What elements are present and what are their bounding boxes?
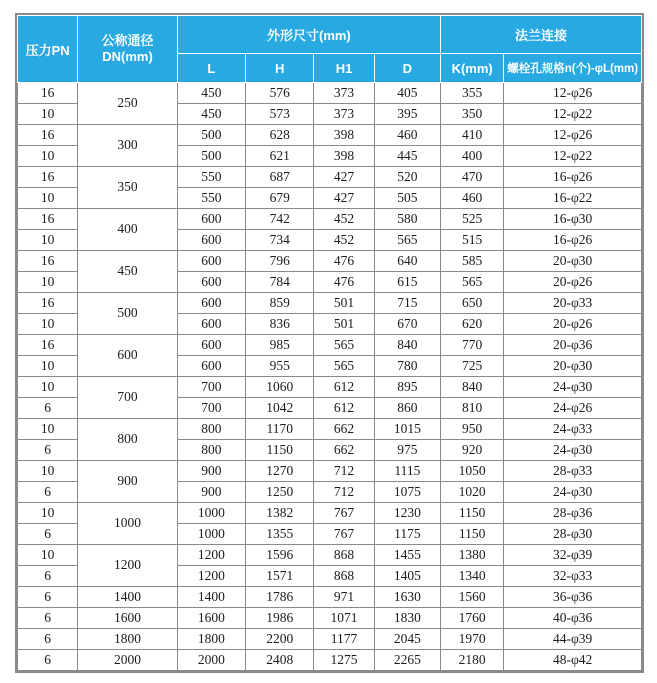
cell-dn: 1800 <box>78 629 177 650</box>
cell-pn: 10 <box>18 419 78 440</box>
cell-pn: 6 <box>18 608 78 629</box>
cell-l: 500 <box>177 146 245 167</box>
cell-pn: 10 <box>18 104 78 125</box>
cell-dn: 800 <box>78 419 177 461</box>
cell-d: 565 <box>374 230 440 251</box>
cell-l: 600 <box>177 272 245 293</box>
cell-bolt: 12-φ22 <box>504 104 642 125</box>
cell-k: 1760 <box>441 608 504 629</box>
cell-pn: 10 <box>18 188 78 209</box>
cell-h: 1596 <box>246 545 314 566</box>
cell-k: 1150 <box>441 524 504 545</box>
cell-h1: 501 <box>314 293 374 314</box>
cell-k: 2180 <box>441 650 504 671</box>
cell-d: 1830 <box>374 608 440 629</box>
header-col-l: L <box>177 54 245 83</box>
table-row <box>18 545 642 566</box>
table-row <box>18 335 642 356</box>
cell-pn: 16 <box>18 251 78 272</box>
cell-h: 621 <box>246 146 314 167</box>
cell-h1: 662 <box>314 440 374 461</box>
cell-pn: 16 <box>18 335 78 356</box>
cell-dn: 1200 <box>78 545 177 587</box>
cell-h1: 476 <box>314 272 374 293</box>
header-pressure-pn: 压力PN <box>18 16 78 83</box>
cell-d: 2045 <box>374 629 440 650</box>
table-row <box>18 587 642 608</box>
table-row <box>18 377 642 398</box>
cell-k: 350 <box>441 104 504 125</box>
header-dimensions-group: 外形尺寸(mm) <box>177 16 440 54</box>
cell-pn: 10 <box>18 314 78 335</box>
cell-d: 780 <box>374 356 440 377</box>
cell-dn: 700 <box>78 377 177 419</box>
cell-bolt: 12-φ22 <box>504 146 642 167</box>
cell-h: 734 <box>246 230 314 251</box>
cell-d: 670 <box>374 314 440 335</box>
cell-bolt: 44-φ39 <box>504 629 642 650</box>
table-row <box>18 461 642 482</box>
cell-l: 1000 <box>177 524 245 545</box>
cell-bolt: 16-φ26 <box>504 230 642 251</box>
cell-l: 450 <box>177 83 245 104</box>
cell-d: 445 <box>374 146 440 167</box>
cell-dn: 450 <box>78 251 177 293</box>
header-nominal-diameter <box>78 16 177 83</box>
cell-pn: 6 <box>18 482 78 503</box>
cell-h: 576 <box>246 83 314 104</box>
cell-h: 955 <box>246 356 314 377</box>
cell-bolt: 32-φ33 <box>504 566 642 587</box>
cell-k: 1020 <box>441 482 504 503</box>
cell-d: 1230 <box>374 503 440 524</box>
cell-h1: 662 <box>314 419 374 440</box>
cell-h: 1382 <box>246 503 314 524</box>
cell-bolt: 24-φ33 <box>504 419 642 440</box>
cell-k: 1380 <box>441 545 504 566</box>
cell-k: 650 <box>441 293 504 314</box>
cell-h1: 868 <box>314 566 374 587</box>
cell-bolt: 32-φ39 <box>504 545 642 566</box>
cell-h1: 501 <box>314 314 374 335</box>
cell-d: 395 <box>374 104 440 125</box>
cell-d: 895 <box>374 377 440 398</box>
cell-l: 700 <box>177 377 245 398</box>
cell-bolt: 16-φ30 <box>504 209 642 230</box>
cell-h: 859 <box>246 293 314 314</box>
cell-d: 975 <box>374 440 440 461</box>
cell-dn: 250 <box>78 83 177 125</box>
cell-k: 515 <box>441 230 504 251</box>
cell-l: 550 <box>177 188 245 209</box>
cell-bolt: 16-φ22 <box>504 188 642 209</box>
cell-h: 1786 <box>246 587 314 608</box>
cell-k: 460 <box>441 188 504 209</box>
cell-l: 1200 <box>177 545 245 566</box>
cell-h: 1170 <box>246 419 314 440</box>
cell-l: 700 <box>177 398 245 419</box>
cell-l: 1000 <box>177 503 245 524</box>
cell-d: 1175 <box>374 524 440 545</box>
cell-d: 2265 <box>374 650 440 671</box>
cell-h1: 427 <box>314 188 374 209</box>
header-dn-line1: 公称通径 <box>101 32 154 48</box>
header-col-h: H <box>246 54 314 83</box>
cell-h1: 565 <box>314 356 374 377</box>
cell-h: 1150 <box>246 440 314 461</box>
header-col-h1: H1 <box>314 54 374 83</box>
cell-h: 1355 <box>246 524 314 545</box>
cell-h1: 1275 <box>314 650 374 671</box>
cell-d: 405 <box>374 83 440 104</box>
cell-d: 520 <box>374 167 440 188</box>
cell-h: 742 <box>246 209 314 230</box>
cell-pn: 10 <box>18 230 78 251</box>
cell-l: 1200 <box>177 566 245 587</box>
cell-h1: 767 <box>314 524 374 545</box>
cell-l: 900 <box>177 482 245 503</box>
cell-pn: 16 <box>18 125 78 146</box>
cell-h: 1986 <box>246 608 314 629</box>
cell-pn: 10 <box>18 503 78 524</box>
cell-k: 1560 <box>441 587 504 608</box>
cell-bolt: 12-φ26 <box>504 83 642 104</box>
cell-bolt: 12-φ26 <box>504 125 642 146</box>
cell-pn: 10 <box>18 146 78 167</box>
table-row <box>18 629 642 650</box>
cell-h1: 1177 <box>314 629 374 650</box>
cell-h1: 971 <box>314 587 374 608</box>
cell-h1: 452 <box>314 209 374 230</box>
cell-l: 500 <box>177 125 245 146</box>
cell-k: 920 <box>441 440 504 461</box>
cell-l: 600 <box>177 293 245 314</box>
cell-bolt: 36-φ36 <box>504 587 642 608</box>
cell-l: 1800 <box>177 629 245 650</box>
cell-pn: 16 <box>18 167 78 188</box>
cell-dn: 900 <box>78 461 177 503</box>
table-row <box>18 503 642 524</box>
table-row <box>18 650 642 671</box>
cell-pn: 10 <box>18 356 78 377</box>
cell-k: 725 <box>441 356 504 377</box>
cell-l: 600 <box>177 251 245 272</box>
header-flange-group: 法兰连接 <box>441 16 642 54</box>
cell-pn: 16 <box>18 83 78 104</box>
cell-dn: 600 <box>78 335 177 377</box>
cell-k: 410 <box>441 125 504 146</box>
cell-bolt: 48-φ42 <box>504 650 642 671</box>
cell-bolt: 20-φ26 <box>504 314 642 335</box>
table-row <box>18 83 642 104</box>
cell-h: 1270 <box>246 461 314 482</box>
cell-k: 810 <box>441 398 504 419</box>
cell-h1: 1071 <box>314 608 374 629</box>
cell-pn: 6 <box>18 398 78 419</box>
cell-l: 800 <box>177 419 245 440</box>
cell-h: 985 <box>246 335 314 356</box>
cell-bolt: 24-φ30 <box>504 482 642 503</box>
spec-table <box>17 15 642 671</box>
cell-l: 600 <box>177 209 245 230</box>
table-row <box>18 167 642 188</box>
cell-k: 770 <box>441 335 504 356</box>
cell-d: 615 <box>374 272 440 293</box>
header-dn-line2: DN(mm) <box>102 49 153 64</box>
cell-k: 355 <box>441 83 504 104</box>
table-header <box>18 16 642 83</box>
header-col-k: K(mm) <box>441 54 504 83</box>
header-col-d: D <box>374 54 440 83</box>
cell-d: 1405 <box>374 566 440 587</box>
cell-k: 400 <box>441 146 504 167</box>
cell-d: 1455 <box>374 545 440 566</box>
table-row <box>18 419 642 440</box>
cell-bolt: 20-φ30 <box>504 251 642 272</box>
cell-d: 1630 <box>374 587 440 608</box>
cell-k: 950 <box>441 419 504 440</box>
cell-pn: 6 <box>18 650 78 671</box>
cell-bolt: 28-φ36 <box>504 503 642 524</box>
spec-table-wrapper <box>15 13 644 673</box>
cell-pn: 6 <box>18 587 78 608</box>
cell-bolt: 40-φ36 <box>504 608 642 629</box>
cell-d: 505 <box>374 188 440 209</box>
cell-d: 715 <box>374 293 440 314</box>
cell-bolt: 24-φ30 <box>504 377 642 398</box>
cell-h: 784 <box>246 272 314 293</box>
cell-d: 860 <box>374 398 440 419</box>
cell-h: 2200 <box>246 629 314 650</box>
cell-h1: 612 <box>314 398 374 419</box>
cell-bolt: 24-φ30 <box>504 440 642 461</box>
cell-h: 836 <box>246 314 314 335</box>
cell-d: 1075 <box>374 482 440 503</box>
cell-k: 1050 <box>441 461 504 482</box>
cell-d: 640 <box>374 251 440 272</box>
cell-h: 1060 <box>246 377 314 398</box>
cell-bolt: 16-φ26 <box>504 167 642 188</box>
cell-dn: 300 <box>78 125 177 167</box>
cell-h: 573 <box>246 104 314 125</box>
cell-dn: 1400 <box>78 587 177 608</box>
cell-dn: 500 <box>78 293 177 335</box>
cell-k: 1340 <box>441 566 504 587</box>
cell-pn: 10 <box>18 461 78 482</box>
cell-h: 1250 <box>246 482 314 503</box>
cell-pn: 6 <box>18 440 78 461</box>
cell-h1: 373 <box>314 104 374 125</box>
cell-h1: 427 <box>314 167 374 188</box>
cell-k: 1150 <box>441 503 504 524</box>
cell-h1: 712 <box>314 482 374 503</box>
cell-h1: 767 <box>314 503 374 524</box>
cell-bolt: 20-φ36 <box>504 335 642 356</box>
cell-pn: 10 <box>18 377 78 398</box>
cell-l: 1600 <box>177 608 245 629</box>
cell-d: 460 <box>374 125 440 146</box>
cell-bolt: 28-φ30 <box>504 524 642 545</box>
cell-bolt: 24-φ26 <box>504 398 642 419</box>
cell-h: 796 <box>246 251 314 272</box>
cell-h1: 612 <box>314 377 374 398</box>
table-body <box>18 83 642 671</box>
cell-dn: 1600 <box>78 608 177 629</box>
cell-dn: 400 <box>78 209 177 251</box>
cell-k: 585 <box>441 251 504 272</box>
cell-k: 470 <box>441 167 504 188</box>
cell-pn: 16 <box>18 209 78 230</box>
cell-bolt: 20-φ26 <box>504 272 642 293</box>
table-row <box>18 251 642 272</box>
table-row <box>18 293 642 314</box>
cell-k: 620 <box>441 314 504 335</box>
cell-bolt: 20-φ33 <box>504 293 642 314</box>
header-col-bolt-spec: 螺栓孔规格n(个)-φL(mm) <box>504 54 642 83</box>
cell-l: 2000 <box>177 650 245 671</box>
cell-l: 800 <box>177 440 245 461</box>
header-row-groups <box>18 16 642 54</box>
cell-l: 600 <box>177 314 245 335</box>
cell-h1: 712 <box>314 461 374 482</box>
cell-bolt: 20-φ30 <box>504 356 642 377</box>
cell-l: 600 <box>177 356 245 377</box>
cell-d: 1015 <box>374 419 440 440</box>
cell-pn: 6 <box>18 629 78 650</box>
cell-h1: 398 <box>314 125 374 146</box>
cell-h1: 476 <box>314 251 374 272</box>
cell-h1: 868 <box>314 545 374 566</box>
table-row <box>18 125 642 146</box>
cell-d: 580 <box>374 209 440 230</box>
cell-l: 550 <box>177 167 245 188</box>
cell-h1: 373 <box>314 83 374 104</box>
cell-dn: 350 <box>78 167 177 209</box>
cell-l: 450 <box>177 104 245 125</box>
cell-pn: 16 <box>18 293 78 314</box>
cell-h: 1571 <box>246 566 314 587</box>
cell-k: 1970 <box>441 629 504 650</box>
cell-d: 840 <box>374 335 440 356</box>
cell-h: 1042 <box>246 398 314 419</box>
cell-h1: 452 <box>314 230 374 251</box>
cell-dn: 1000 <box>78 503 177 545</box>
cell-h: 2408 <box>246 650 314 671</box>
cell-h: 679 <box>246 188 314 209</box>
cell-h1: 565 <box>314 335 374 356</box>
cell-h: 628 <box>246 125 314 146</box>
cell-pn: 6 <box>18 566 78 587</box>
cell-pn: 10 <box>18 545 78 566</box>
cell-d: 1115 <box>374 461 440 482</box>
cell-k: 525 <box>441 209 504 230</box>
cell-l: 600 <box>177 230 245 251</box>
table-row <box>18 209 642 230</box>
cell-l: 1400 <box>177 587 245 608</box>
cell-pn: 6 <box>18 524 78 545</box>
cell-h: 687 <box>246 167 314 188</box>
cell-h1: 398 <box>314 146 374 167</box>
cell-k: 565 <box>441 272 504 293</box>
cell-pn: 10 <box>18 272 78 293</box>
cell-l: 900 <box>177 461 245 482</box>
cell-k: 840 <box>441 377 504 398</box>
cell-l: 600 <box>177 335 245 356</box>
table-row <box>18 608 642 629</box>
cell-bolt: 28-φ33 <box>504 461 642 482</box>
cell-dn: 2000 <box>78 650 177 671</box>
